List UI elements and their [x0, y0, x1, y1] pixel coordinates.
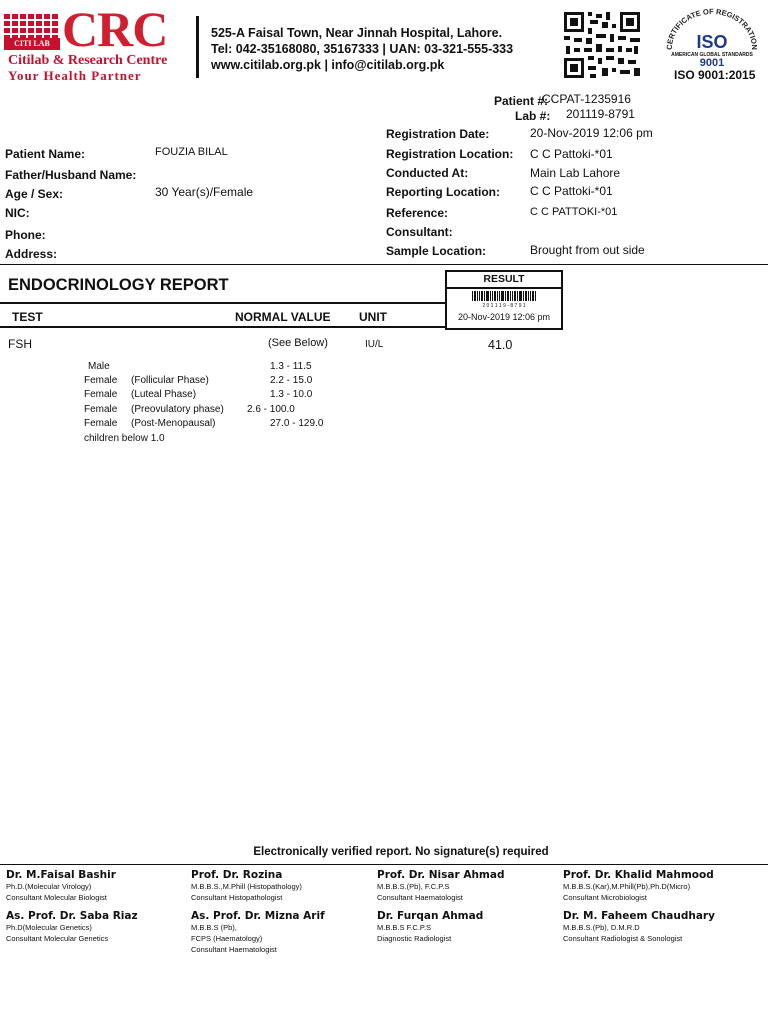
- sample-location-value: Brought from out side: [530, 243, 645, 257]
- doctor-qualification: Ph.D(Molecular Genetics): [6, 923, 92, 932]
- test-unit: IU/L: [365, 339, 384, 350]
- lab-name: Citilab & Research Centre: [8, 53, 168, 68]
- doctor-name: Dr. M. Faheem Chaudhary: [563, 910, 715, 922]
- doctor-qualification: M.B.B.S (Pb),: [191, 923, 237, 932]
- lab-phones: Tel: 042-35168080, 35167333 | UAN: 03-321-555-333: [211, 42, 514, 56]
- svg-text:ISO: ISO: [696, 32, 728, 52]
- lab-number-value: 201119-8791: [566, 107, 635, 121]
- phone-label: Phone:: [5, 228, 46, 242]
- doctor-role: Consultant Microbiologist: [563, 893, 647, 902]
- registration-date-value: 20-Nov-2019 12:06 pm: [530, 126, 653, 140]
- doctor-card: [563, 869, 714, 903]
- doctor-role: Consultant Molecular Genetics: [6, 934, 109, 943]
- doctor-card: [191, 910, 325, 955]
- doctor-card: [6, 910, 138, 944]
- range-group: Female: [84, 418, 118, 429]
- doctor-name: As. Prof. Dr. Mizna Arif: [191, 910, 325, 922]
- lab-number-label: Lab #:: [515, 109, 551, 123]
- range-group: Male: [88, 361, 110, 372]
- doctor-role: Consultant Haematologist: [191, 945, 277, 954]
- range-group: Female: [84, 375, 118, 386]
- logo-citilab-tag: CITI LAB: [4, 38, 60, 50]
- reference-label: Reference:: [386, 206, 449, 220]
- svg-text:AMERICAN GLOBAL STANDARDS: AMERICAN GLOBAL STANDARDS: [671, 52, 753, 58]
- doctor-role: Diagnostic Radiologist: [377, 934, 452, 943]
- patient-name-value: FOUZIA BILAL: [155, 146, 228, 158]
- sample-location-label: Sample Location:: [386, 244, 487, 258]
- svg-text:9001: 9001: [699, 57, 725, 69]
- column-header-band: [0, 302, 446, 328]
- doctor-role: Consultant Molecular Biologist: [6, 893, 107, 902]
- range-phase: (Preovulatory phase): [131, 404, 224, 415]
- col-unit-header: UNIT: [359, 310, 387, 324]
- iso-label: ISO 9001:2015: [674, 68, 756, 82]
- doctor-role: Consultant Histopathologist: [191, 893, 283, 902]
- svg-text:CERTIFICATE OF REGISTRATION: CERTIFICATE OF REGISTRATION: [664, 8, 760, 50]
- registration-location-value: C C Pattoki-*01: [530, 147, 613, 161]
- doctor-name: Prof. Dr. Khalid Mahmood: [563, 869, 714, 881]
- range-value: 1.3 - 10.0: [270, 389, 313, 400]
- reporting-location-label: Reporting Location:: [386, 185, 500, 199]
- doctor-name: As. Prof. Dr. Saba Riaz: [6, 910, 138, 922]
- age-sex-value: 30 Year(s)/Female: [155, 185, 254, 199]
- test-result: 41.0: [488, 338, 513, 352]
- result-date: 20-Nov-2019 12:06 pm: [457, 312, 551, 322]
- doctor-role: Consultant Radiologist & Sonologist: [563, 934, 683, 943]
- range-value: 2.6 - 100.0: [247, 404, 295, 415]
- doctor-name: Dr. M.Faisal Bashir: [6, 869, 116, 881]
- patient-name-label: Patient Name:: [5, 147, 86, 161]
- col-test-header: TEST: [12, 310, 43, 324]
- report-title: ENDOCRINOLOGY REPORT: [8, 276, 229, 294]
- header-divider: [196, 16, 199, 78]
- registration-location-label: Registration Location:: [386, 147, 514, 161]
- range-value: 1.3 - 11.5: [270, 361, 312, 372]
- doctor-qualification: M.B.B.S.,M.Phill (Histopathology): [191, 882, 302, 891]
- doctor-card: [377, 910, 483, 944]
- result-header: RESULT: [447, 272, 561, 289]
- address-label: Address:: [5, 247, 58, 261]
- father-husband-label: Father/Husband Name:: [5, 168, 137, 182]
- test-name: FSH: [8, 337, 32, 351]
- footer-rule: [0, 864, 768, 865]
- lab-tagline: Your Health Partner: [8, 68, 142, 83]
- range-phase: (Post-Menopausal): [131, 418, 216, 429]
- doctor-qualification: M.B.B.S F.C.P.S: [377, 923, 432, 932]
- doctor-card: [191, 869, 302, 903]
- age-sex-label: Age / Sex:: [5, 187, 64, 201]
- doctor-qualification: M.B.B.S.(Kar),M.Phill(Pb),Ph.D(Micro): [563, 882, 691, 891]
- range-group: Female: [84, 404, 118, 415]
- section-rule: [0, 264, 768, 265]
- lab-website-email: www.citilab.org.pk | info@citilab.org.pk: [211, 58, 445, 72]
- range-value: 2.2 - 15.0: [270, 375, 313, 386]
- logo-crc-letters: CRC: [62, 1, 168, 57]
- conducted-at-value: Main Lab Lahore: [530, 166, 621, 180]
- patient-number-label: Patient #:: [494, 94, 549, 108]
- lab-address: 525-A Faisal Town, Near Jinnah Hospital, Lahore.: [211, 26, 503, 40]
- conducted-at-label: Conducted At:: [386, 166, 469, 180]
- range-group: Female: [84, 389, 118, 400]
- doctor-qualification: Ph.D.(Molecular Virology): [6, 882, 92, 891]
- doctor-card: [377, 869, 504, 903]
- range-value: 27.0 - 129.0: [270, 418, 324, 429]
- doctor-qualification: M.B.B.S.(Pb), D.M.R.D: [563, 923, 640, 932]
- result-box: [445, 270, 563, 330]
- col-normal-header: NORMAL VALUE: [235, 310, 331, 324]
- doctor-card: [563, 910, 715, 944]
- doctor-name: Prof. Dr. Nisar Ahmad: [377, 869, 505, 881]
- range-phase: (Follicular Phase): [131, 375, 209, 386]
- registration-date-label: Registration Date:: [386, 127, 490, 141]
- doctor-card: [6, 869, 116, 903]
- verified-notice: Electronically verified report. No signature(s) required: [253, 846, 549, 858]
- reference-value: C C PATTOKI-*01: [530, 206, 618, 218]
- nic-label: NIC:: [5, 206, 30, 220]
- patient-number-value: CCPAT-1235916: [542, 92, 631, 106]
- qr-code-icon: [562, 10, 642, 80]
- doctor-name: Dr. Furqan Ahmad: [377, 910, 484, 922]
- range-phase: (Luteal Phase): [131, 389, 197, 400]
- reporting-location-value: C C Pattoki-*01: [530, 184, 613, 198]
- doctor-qualification: FCPS (Haematology): [191, 934, 263, 943]
- barcode-text: 2 0 1 1 1 9 - 8 7 9 1: [482, 303, 526, 309]
- test-normal-value: (See Below): [268, 337, 328, 349]
- doctor-qualification: M.B.B.S.(Pb), F.C.P.S: [377, 882, 450, 891]
- consultant-label: Consultant:: [386, 225, 453, 239]
- doctor-role: Consultant Haematologist: [377, 893, 463, 902]
- doctor-name: Prof. Dr. Rozina: [191, 869, 283, 881]
- children-note: children below 1.0: [84, 433, 165, 444]
